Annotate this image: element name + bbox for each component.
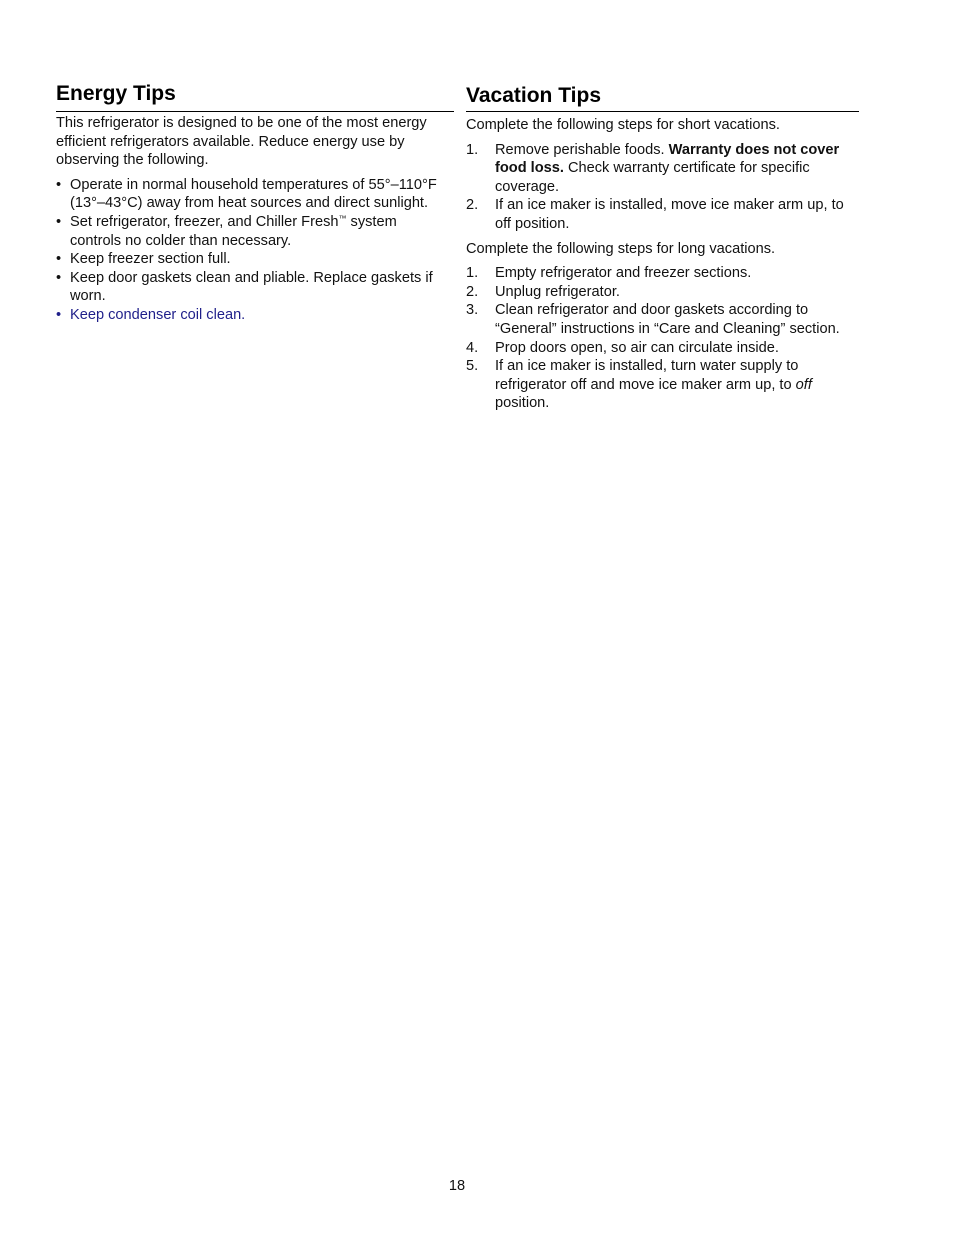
step-text-part: Remove perishable foods. <box>495 141 669 158</box>
bullet-icon: • <box>56 213 62 230</box>
step-number: 2. <box>466 283 479 300</box>
bullet-icon: • <box>56 251 62 268</box>
list-item <box>466 283 858 302</box>
energy-tips-section <box>56 82 450 106</box>
energy-tips-rule <box>56 111 454 112</box>
step-number: 2. <box>466 197 479 214</box>
step-text-part: position. <box>495 395 550 412</box>
step-text: Empty refrigerator and freezer sections. <box>495 265 752 282</box>
off-italic: off <box>795 376 812 393</box>
step-text: Clean refrigerator and door gaskets according to “General” instructions in “Care and Cleaning” section. <box>495 302 840 337</box>
short-vacation-intro: Complete the following steps for short vacations. <box>466 117 780 133</box>
energy-tips-list <box>56 176 450 325</box>
vacation-tips-rule <box>466 111 859 112</box>
step-text: Prop doors open, so air can circulate inside. <box>495 339 779 356</box>
list-item <box>466 196 858 233</box>
long-vacation-intro: Complete the following steps for long vacations. <box>466 240 776 257</box>
warranty-warning: Warranty does not cover food loss. <box>495 141 840 177</box>
list-item <box>466 357 858 413</box>
vacation-tips-body <box>466 116 858 413</box>
trademark-symbol: ™ <box>338 213 347 223</box>
energy-tip-text: Keep freezer section full. <box>70 251 231 268</box>
bullet-icon: • <box>56 306 62 323</box>
list-item <box>56 269 450 306</box>
step-text: If an ice maker is installed, move ice maker arm up, to off position. <box>495 197 844 232</box>
energy-tips-heading: Energy Tips <box>56 82 176 105</box>
step-text-part: If an ice maker is installed, turn water supply to refrigerator off and move ice maker arm up, to <box>495 358 799 393</box>
step-number: 1. <box>466 265 479 282</box>
vacation-tips-heading: Vacation Tips <box>466 84 601 107</box>
list-item <box>466 141 858 197</box>
list-item <box>56 213 450 250</box>
energy-tip-text-part: system controls no colder than necessary. <box>70 213 397 249</box>
step-number: 5. <box>466 358 479 375</box>
short-vacation-steps <box>466 141 858 234</box>
energy-tip-text-part: Set refrigerator, freezer, and Chiller Fresh <box>70 213 339 230</box>
list-item <box>56 176 450 213</box>
energy-tip-text: Keep door gaskets clean and pliable. Replace gaskets if worn. <box>70 269 433 305</box>
bullet-icon: • <box>56 176 62 193</box>
step-number: 3. <box>466 302 479 319</box>
bullet-icon: • <box>56 269 62 286</box>
list-item <box>466 301 858 338</box>
long-vacation-steps <box>466 264 858 413</box>
step-text: Unplug refrigerator. <box>495 283 620 300</box>
list-item <box>466 264 858 283</box>
list-item <box>56 250 450 269</box>
condenser-coil-link[interactable]: Keep condenser coil clean. <box>70 306 246 323</box>
step-text-part: Check warranty certificate for specific coverage. <box>495 160 810 195</box>
energy-intro: This refrigerator is designed to be one of the most energy efficient refrigerators available. Reduce energy use by observing the following. <box>56 115 427 169</box>
page-number: 18 <box>448 1178 466 1194</box>
list-item-link[interactable] <box>56 306 450 325</box>
step-number: 1. <box>466 141 479 158</box>
step-number: 4. <box>466 339 479 356</box>
list-item <box>466 339 858 358</box>
energy-tip-text: Operate in normal household temperatures of 55°–110°F (13°–43°C) away from heat sources and direct sunlight. <box>70 176 437 212</box>
vacation-tips-section <box>466 84 858 108</box>
energy-tips-body <box>56 114 450 325</box>
